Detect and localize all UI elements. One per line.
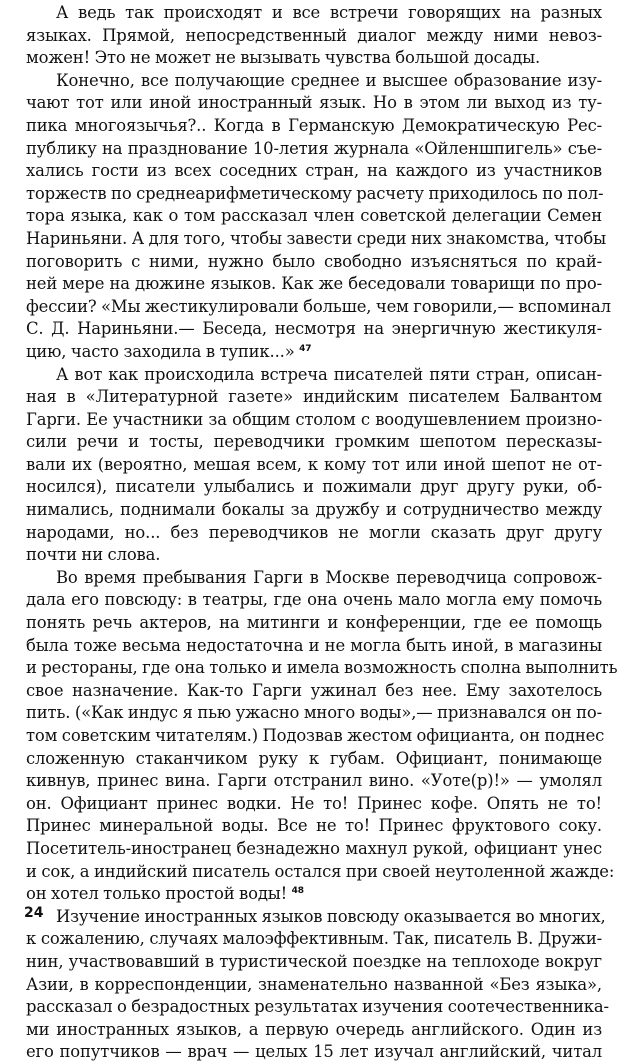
text-line: народами, но... без переводчиков не могли сказать друг другу	[26, 522, 602, 542]
text-line: носился), писатели улыбались и пожимали друг другу руки, об-	[26, 477, 602, 497]
text-line: и сок, а индийский писатель остался при своей неутоленной жажде:	[26, 861, 615, 881]
text-line: фессии? «Мы жестикулировали больше, чем говорили,— вспоминал	[26, 296, 611, 316]
footnote-marker: 48	[291, 886, 304, 897]
text-line: языках. Прямой, непосредственный диалог между ними невоз-	[26, 25, 602, 45]
text-line: сложенную стаканчиком руку к губам. Официант, понимающе	[26, 748, 602, 768]
text-line: том советским читателям.) Подозвав жестом официанта, он поднес	[26, 726, 605, 745]
text-line: Во время пребывания Гарги в Москве переводчица сопровож-	[56, 567, 602, 587]
text-line: ми иностранных языков, а первую очередь английского. Один из	[26, 1019, 602, 1039]
text-line: торжеств по среднеарифметическому расчету приходилось по пол-	[26, 183, 604, 203]
text-line: Азии, в корреспонденции, знаменательно названной «Без языка»,	[26, 974, 602, 994]
paragraph	[26, 2, 602, 70]
text-line: тора языка, как о том рассказал член советской делегации Семен	[26, 206, 602, 226]
text-line: он. Официант принес водки. Не то! Принес кофе. Опять не то!	[26, 793, 602, 813]
text-line: пика многоязычья?.. Когда в Германскую Демократическую Рес-	[26, 115, 602, 135]
text-line: дала его повсюду: в театры, где она очень мало могла ему помочь	[26, 590, 602, 610]
text-line: ная в «Литературной газете» индийским писателем Балвантом	[26, 387, 602, 407]
paragraph	[26, 364, 602, 567]
text-line: можен! Это не может не вызывать чувства большой досады.	[26, 48, 541, 68]
text-line: Конечно, все получающие среднее и высшее образование изу-	[56, 70, 602, 90]
text-line: ней мере на дюжине языков. Как же беседовали товарищи по про-	[26, 274, 602, 294]
text-line: понять речь актеров, на митинги и конференции, где ее помощь	[26, 613, 602, 633]
text-line: Гарги. Ее участники за общим столом с воодушевлением произно-	[26, 409, 602, 429]
text-line: хались гости из всех соседних стран, на каждого из участников	[26, 161, 602, 181]
text-line: чают тот или иной иностранный язык. Но в этом ли выход из ту-	[26, 93, 602, 113]
text-line: поговорить с ними, нужно было свободно изъясняться по край-	[26, 251, 602, 271]
text-line: публику на празднование 10-летия журнала «Ойленшпигель» съе-	[26, 138, 602, 158]
text-line: Нариньяни. А для того, чтобы завести среди них знакомства, чтобы	[26, 228, 606, 248]
text-line: пить. («Как индус я пью ужасно много воды»,— признавался он по-	[26, 703, 602, 723]
text-line: была тоже весьма недостаточна и не могла быть иной, в магазины	[26, 635, 602, 655]
text-line: С. Д. Нариньяни.— Беседа, несмотря на энергичную жестикуля-	[26, 319, 602, 339]
text-line: А ведь так происходят и все встречи говорящих на разных	[56, 3, 602, 22]
paragraph	[26, 567, 618, 906]
page-number: 24	[24, 905, 44, 921]
text-line: А вот как происходила встреча писателей пяти стран, описан-	[56, 364, 602, 384]
text-line: он хотел только простой воды! $^{48}$	[26, 884, 304, 904]
text-line: кивнув, принес вина. Гарги отстранил вино. «Уоте(р)!» — умолял	[26, 771, 602, 791]
text-line: цию, часто заходила в тупик...» $^{47}$	[26, 341, 312, 361]
text-line: и рестораны, где она только и имела возможность сполна выполнить	[26, 658, 618, 678]
text-flow	[26, 2, 618, 1064]
paragraph	[26, 70, 611, 364]
footnote-marker: 47	[299, 343, 312, 354]
page-body	[26, 2, 618, 1064]
text-line: вали их (вероятно, мешая всем, к кому тот или иной шепот не от-	[26, 454, 602, 474]
text-line: к сожалению, случаях малоэффективным. Так, писатель В. Дружи-	[26, 929, 602, 949]
text-line: нимались, поднимали бокалы за дружбу и сотрудничество между	[26, 500, 602, 520]
text-line: Посетитель-иностранец безнадежно махнул рукой, официант унес	[26, 838, 602, 858]
paragraph	[26, 906, 609, 1064]
text-line: его попутчиков — врач — целых 15 лет изучал английский, читал	[26, 1042, 602, 1062]
text-line: сили речи и тосты, переводчики громким шепотом пересказы-	[26, 432, 602, 452]
text-line: рассказал о безрадостных результатах изучения соотечественника-	[26, 997, 609, 1017]
text-line: Изучение иностранных языков повсюду оказывается во многих,	[56, 906, 606, 926]
text-line: нин, участвовавший в туристической поездке на теплоходе вокруг	[26, 951, 602, 971]
text-line: почти ни слова.	[26, 545, 161, 565]
text-line: свое назначение. Как-то Гарги ужинал без нее. Ему захотелось	[26, 680, 602, 700]
text-line: Принес минеральной воды. Все не то! Принес фруктового соку.	[26, 816, 602, 836]
